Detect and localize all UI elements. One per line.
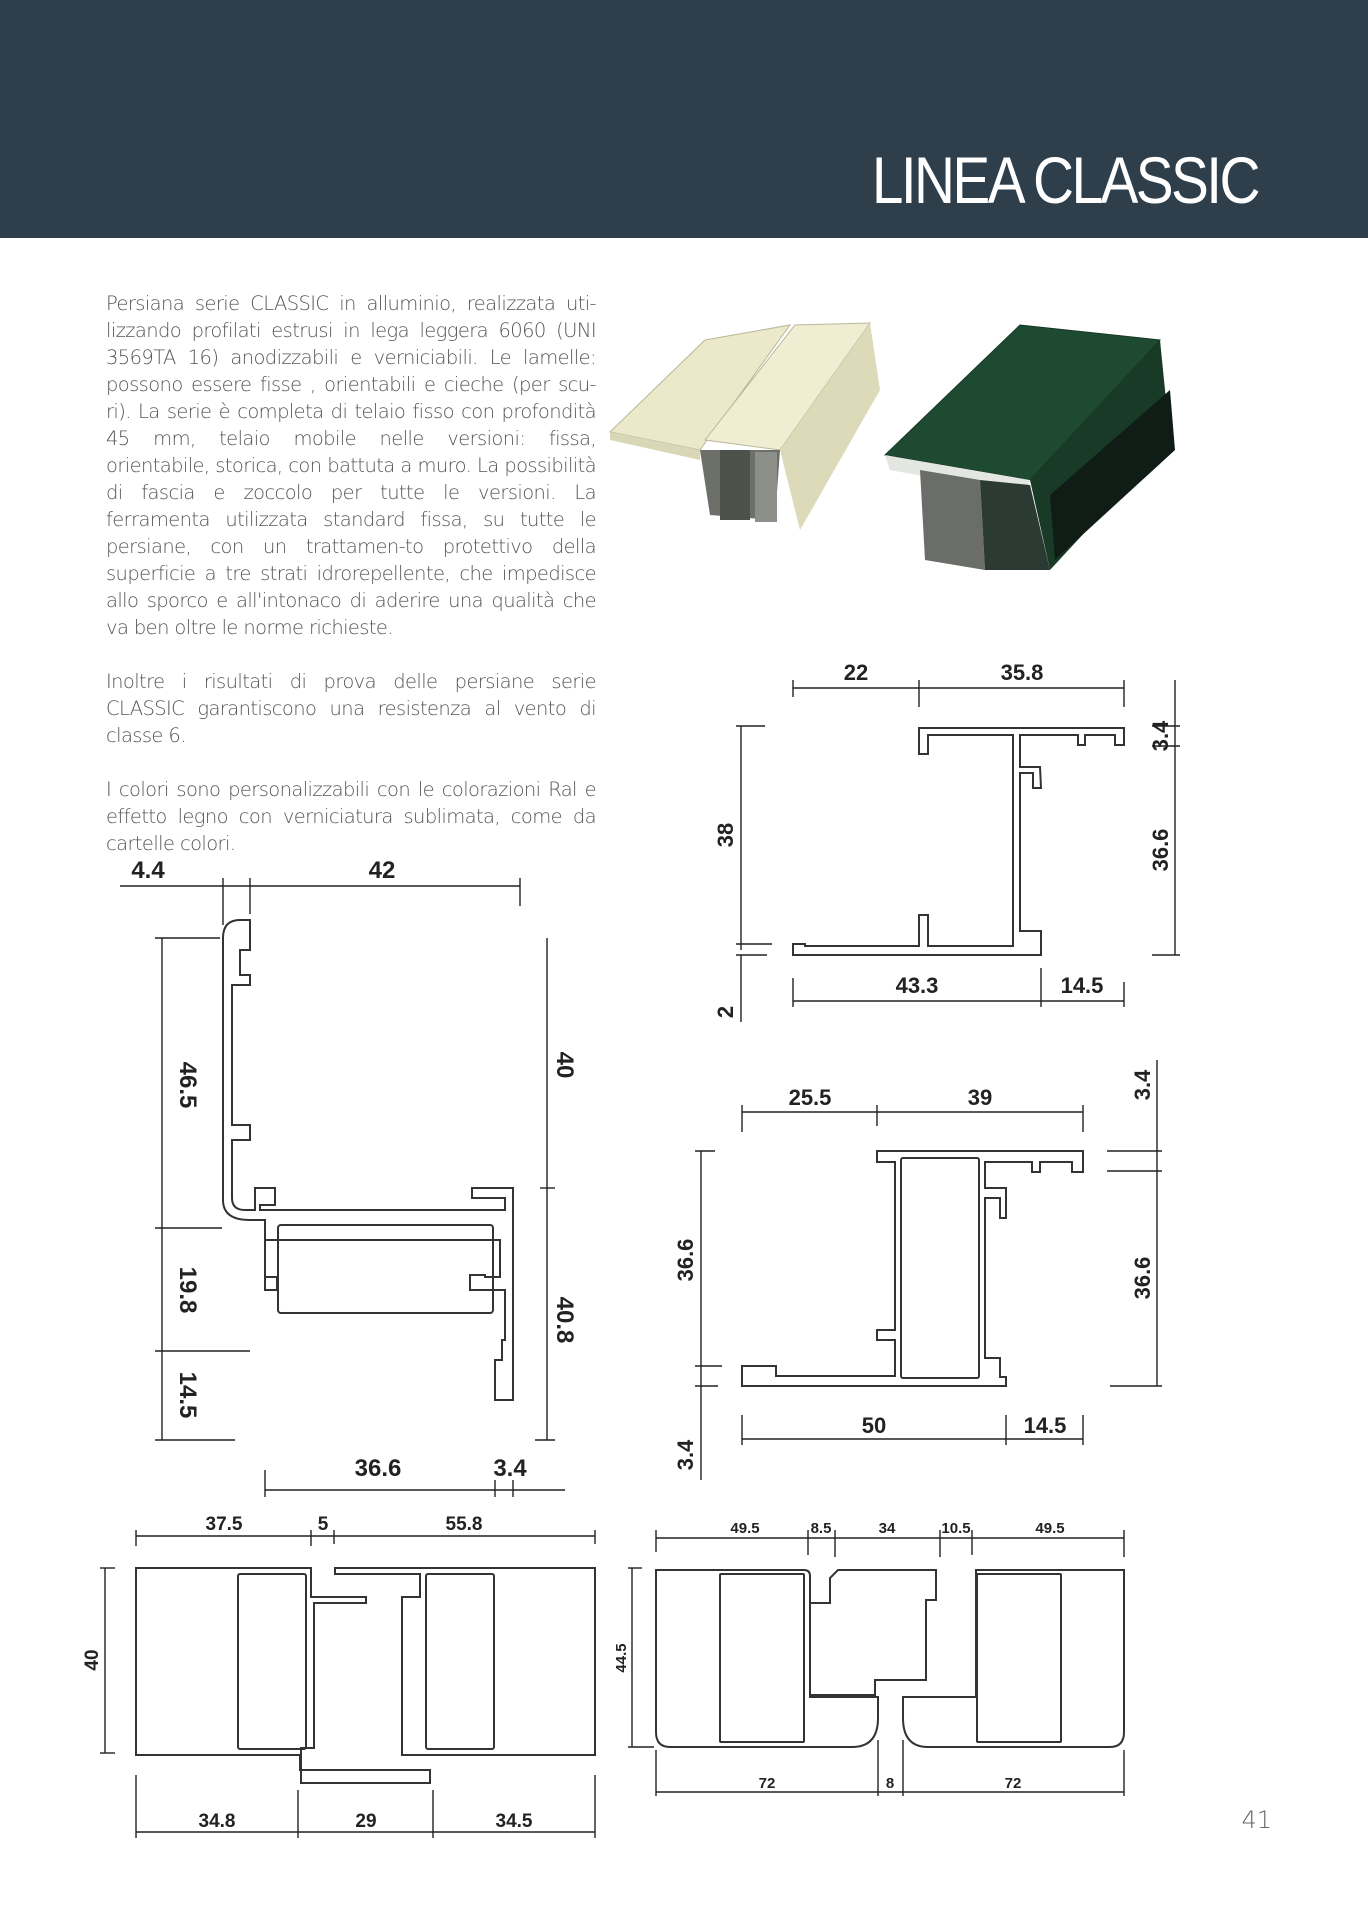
dim-label: 10.5 <box>941 1520 971 1537</box>
profile-drawing-b <box>110 840 580 1500</box>
cream-profile-image <box>610 323 880 530</box>
intro-paragraph: I colori sono personalizzabili con le colorazioni Ral e effetto legno con verniciatura sublimata, come da cartelle colori. <box>106 778 596 855</box>
header-banner <box>0 0 1368 238</box>
profile-outline <box>223 920 513 1400</box>
dim-label: 34 <box>878 1520 896 1537</box>
dim-label: 40.8 <box>551 1296 578 1344</box>
dim-label: 38 <box>713 822 738 848</box>
dim-label: 36.6 <box>354 1455 402 1482</box>
dim-label: 50 <box>861 1413 887 1438</box>
profile-outline <box>742 1151 1083 1386</box>
profile-drawing-e <box>613 1500 1300 1800</box>
dim-label: 72 <box>758 1775 776 1792</box>
dim-label: 14.5 <box>1060 973 1104 998</box>
dim-label: 5 <box>317 1514 329 1535</box>
profile-drawing-c <box>660 1050 1240 1490</box>
profile-drawing-a <box>700 650 1200 1030</box>
dim-label: 29 <box>355 1811 377 1832</box>
dim-label: 3.4 <box>1130 1069 1155 1101</box>
dim-label: 44.5 <box>613 1643 630 1673</box>
dim-label: 8.5 <box>810 1520 832 1537</box>
dim-label: 72 <box>1004 1775 1022 1792</box>
dim-label: 40 <box>82 1649 103 1671</box>
intro-paragraph: Persiana serie CLASSIC in alluminio, realizzata uti-lizzando profilati estrusi in lega leggera 6060 (UNI 3569TA 16) anodizzabili e verniciabili. Le lamelle: possono essere fisse , orientabili e cieche (per scu-ri). La serie è completa di telaio fisso con profondità 45 mm, telaio mobile nelle versioni: fissa, orientabile, storica, con battuta a muro. La possibilità di fascia e zoccolo per tutte le versioni. La ferramenta utilizzata standard fissa, su tutte le persiane, con un trattamen-to protettivo della superficie a tre strati idrorepellente, che impedisce allo sporco e all'intonaco di aderire una qualità che va ben oltre le norme richieste. <box>106 292 596 639</box>
profile-outline <box>793 728 1124 955</box>
dim-label: 42 <box>368 857 396 884</box>
dim-label: 36.6 <box>1130 1256 1155 1300</box>
dim-label: 39 <box>967 1085 993 1110</box>
dim-label: 46.5 <box>174 1061 201 1109</box>
intro-paragraph: Inoltre i risultati di prova delle persiane serie CLASSIC garantiscono una resistenza al vento di classe 6. <box>106 670 596 747</box>
dim-label: 34.5 <box>495 1811 533 1832</box>
dim-label: 3.4 <box>1148 720 1173 752</box>
dim-label: 25.5 <box>788 1085 832 1110</box>
dim-label: 49.5 <box>1035 1520 1065 1537</box>
dim-label: 3.4 <box>493 1455 527 1482</box>
intro-text <box>106 290 596 884</box>
dim-label: 49.5 <box>730 1520 760 1537</box>
dim-label: 14.5 <box>1023 1413 1067 1438</box>
profile-outline <box>656 1570 878 1747</box>
dim-label: 3.4 <box>673 1439 698 1471</box>
dim-label: 34.8 <box>198 1811 236 1832</box>
dim-label: 19.8 <box>174 1266 201 1314</box>
dim-label: 40 <box>551 1051 578 1079</box>
profile-drawing-d <box>82 1500 610 1860</box>
dim-label: 35.8 <box>1000 660 1044 685</box>
dim-label: 22 <box>843 660 869 685</box>
dim-label: 43.3 <box>895 973 939 998</box>
profile-outline <box>136 1568 430 1783</box>
dim-label: 55.8 <box>445 1514 483 1535</box>
green-profile-image <box>885 325 1175 570</box>
dim-label: 14.5 <box>174 1371 201 1419</box>
dim-label: 4.4 <box>131 857 165 884</box>
page-title: LINEA CLASSIC <box>871 143 1258 217</box>
dim-label: 2 <box>713 1005 738 1019</box>
dim-label: 36.6 <box>1148 828 1173 872</box>
dim-label: 37.5 <box>205 1514 243 1535</box>
product-photo <box>600 280 1300 580</box>
dim-label: 36.6 <box>673 1238 698 1282</box>
page-number: 41 <box>1241 1806 1272 1834</box>
dim-label: 8 <box>885 1775 895 1792</box>
